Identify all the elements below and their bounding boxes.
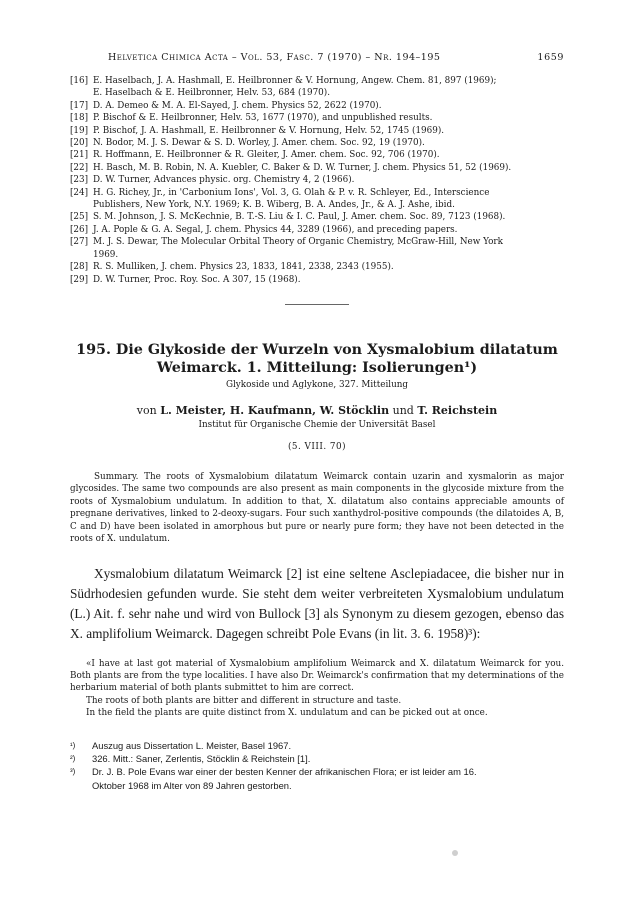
reference-number: [25]: [70, 212, 89, 223]
reference-text: [93, 224, 564, 236]
reference-text: [93, 100, 564, 112]
authors-group-1: L. Meister, H. Kaufmann, W. Stöcklin: [160, 403, 390, 417]
reference-line: 1969.: [93, 249, 119, 260]
page-number: 1659: [537, 52, 564, 63]
authors-prefix: von: [136, 403, 161, 417]
reference-text: [93, 137, 564, 149]
reference-line: Publishers, New York, N.Y. 1969; K. B. Wiberg, B. A. Andes, Jr., & A. J. Ashe, ibid.: [93, 200, 455, 211]
reference-item: [70, 261, 564, 273]
reference-line: E. Haselbach, J. A. Hashmall, E. Heilbronner & V. Hornung, Angew. Chem. 81, 897 (1969);: [93, 76, 497, 86]
reference-line: E. Haselbach & E. Heilbronner, Helv. 53, 684 (1970).: [93, 88, 331, 99]
reference-text: [93, 187, 564, 212]
reference-text: [93, 162, 564, 174]
article-title-line-2: Weimarck. 1. Mitteilung: Isolierungen¹): [156, 359, 478, 376]
footnote-text: [92, 752, 564, 765]
quoted-letter: [70, 658, 564, 720]
reference-number: [19]: [70, 125, 89, 136]
reference-line: J. A. Pople & G. A. Segal, J. chem. Physics 44, 3289 (1966), and preceding papers.: [93, 224, 458, 235]
reference-number: [20]: [70, 138, 89, 149]
reference-number: [28]: [70, 262, 89, 273]
footnote-line: Dr. J. B. Pole Evans war einer der besten Kenner der afrikanischen Flora; er ist leider am 16.: [92, 766, 477, 778]
footnote-item: [70, 765, 564, 792]
quote-paragraph: The roots of both plants are bitter and different in structure and taste.: [86, 695, 402, 706]
reference-line: M. J. S. Dewar, The Molecular Orbital Theory of Organic Chemistry, McGraw-Hill, New York: [93, 237, 503, 248]
running-head: [70, 0, 564, 63]
summary-paragraph: Summary. The roots of Xysmalobium dilatatum Weimarck contain uzarin and xysmalorin as major glycosides. The same two compounds are also present as main components in the glycoside mixture from the roots of Xysmalobium undulatum. In addition to that, X. dilatatum also contains appreciable amounts of pregnane derivatives, linked to 2-deoxy-sugars. Four such xanthydrol-positive compounds (the dilatoides A, B, C and D) have been isolated in amorphous but pure or nearly pure form; they have not been detected in the roots of X. undulatum.: [70, 471, 564, 544]
reference-number: [21]: [70, 150, 89, 161]
reference-text: [93, 274, 564, 286]
reference-item: [70, 100, 564, 112]
footnote-line: Auszug aus Dissertation L. Meister, Basel 1967.: [92, 739, 292, 751]
reference-number: [23]: [70, 175, 89, 186]
received-date: (5. VIII. 70): [287, 441, 347, 452]
reference-line: R. Hoffmann, E. Heilbronner & R. Gleiter, J. Amer. chem. Soc. 92, 706 (1970).: [93, 150, 440, 161]
reference-item: [70, 274, 564, 286]
author-line: [70, 404, 564, 417]
footnote-item: [70, 739, 564, 752]
reference-number: [16]: [70, 76, 89, 86]
reference-text: [93, 125, 564, 137]
reference-item: [70, 149, 564, 161]
footnote-item: [70, 752, 564, 765]
reference-number: [24]: [70, 187, 89, 198]
reference-line: D. A. Demeo & M. A. El-Sayed, J. chem. Physics 52, 2622 (1970).: [93, 100, 382, 111]
section-divider: [285, 304, 349, 305]
footnote-mark: ²): [70, 754, 76, 764]
scan-artifact: [452, 850, 458, 856]
article-title-line-1: 195. Die Glykoside der Wurzeln von Xysmalobium dilatatum: [76, 341, 558, 358]
reference-list: [70, 75, 564, 286]
reference-text: [93, 75, 564, 100]
reference-number: [26]: [70, 224, 89, 235]
reference-item: [70, 162, 564, 174]
body-paragraph: Xysmalobium dilatatum Weimarck [2] ist eine seltene Asclepiadacee, die bisher nur in Südrhodesien gefunden wurde. Sie steht dem weiter verbreiteten Xysmalobium undulatum (L.) Ait. f. sehr nahe und wird von Bullock [3] als Synonym zu diesem gezogen, ebenso das X. amplifolium Weimarck. Dagegen schreibt Pole Evans (in lit. 3. 6. 1958)³):: [70, 566, 564, 642]
reference-item: [70, 174, 564, 186]
reference-line: R. S. Mulliken, J. chem. Physics 23, 1833, 1841, 2338, 2343 (1955).: [93, 262, 394, 273]
journal-header: Helvetica Chimica Acta – Vol. 53, Fasc. 7 (1970) – Nr. 194–195: [108, 52, 441, 63]
footnote-text: [92, 739, 564, 752]
article-heading: [70, 341, 564, 452]
article-subtitle: Glykoside und Aglykone, 327. Mitteilung: [225, 379, 409, 390]
reference-line: P. Bischof, J. A. Hashmall, E. Heilbronner & V. Hornung, Helv. 52, 1745 (1969).: [93, 125, 445, 136]
reference-item: [70, 187, 564, 212]
reference-text: [93, 174, 564, 186]
reference-text: [93, 236, 564, 261]
reference-line: P. Bischof & E. Heilbronner, Helv. 53, 1677 (1970), and unpublished results.: [93, 113, 433, 124]
reference-item: [70, 224, 564, 236]
article-title: [70, 341, 564, 377]
authors-group-2: T. Reichstein: [417, 403, 498, 417]
reference-line: D. W. Turner, Advances physic. org. Chemistry 4, 2 (1966).: [93, 175, 355, 186]
reference-line: H. G. Richey, Jr., in 'Carbonium Ions', Vol. 3, G. Olah & P. v. R. Schleyer, Ed., Interscience: [93, 187, 490, 198]
institute: Institut für Organische Chemie der Universität Basel: [198, 419, 436, 430]
reference-line: N. Bodor, M. J. S. Dewar & S. D. Worley, J. Amer. chem. Soc. 92, 19 (1970).: [93, 138, 425, 149]
reference-item: [70, 211, 564, 223]
reference-text: [93, 149, 564, 161]
footnote-text: [92, 765, 564, 792]
reference-number: [17]: [70, 100, 89, 111]
quote-paragraph: «I have at last got material of Xysmalobium amplifolium Weimarck and X. dilatatum Weimarck for you. Both plants are from the type localities. I have also Dr. Weimarck's confirmation that my determinations of the herbarium material of both plants submittet to him are correct.: [70, 658, 564, 694]
reference-number: [27]: [70, 237, 89, 248]
reference-item: [70, 75, 564, 100]
reference-item: [70, 125, 564, 137]
authors-and: und: [389, 403, 418, 417]
reference-line: D. W. Turner, Proc. Roy. Soc. A 307, 15 (1968).: [93, 274, 301, 285]
footnotes: [70, 739, 564, 793]
quote-paragraph: In the field the plants are quite distinct from X. undulatum and can be picked out at once.: [86, 708, 488, 719]
reference-number: [29]: [70, 274, 89, 285]
reference-line: H. Basch, M. B. Robin, N. A. Kuebler, C. Baker & D. W. Turner, J. chem. Physics 51, 52 (1969).: [93, 162, 512, 173]
reference-item: [70, 112, 564, 124]
footnote-mark: ¹): [70, 740, 76, 750]
reference-text: [93, 211, 564, 223]
reference-line: S. M. Johnson, J. S. McKechnie, B. T.-S. Liu & I. C. Paul, J. Amer. chem. Soc. 89, 7123 (1968).: [93, 212, 506, 223]
reference-item: [70, 236, 564, 261]
footnote-mark: ³): [70, 767, 76, 777]
footnote-line: 326. Mitt.: Saner, Zerlentis, Stöcklin & Reichstein [1].: [92, 753, 311, 765]
footnote-line: Oktober 1968 im Alter von 89 Jahren gestorben.: [92, 779, 292, 791]
reference-text: [93, 261, 564, 273]
reference-text: [93, 112, 564, 124]
reference-item: [70, 137, 564, 149]
reference-number: [22]: [70, 162, 89, 173]
reference-number: [18]: [70, 113, 89, 124]
